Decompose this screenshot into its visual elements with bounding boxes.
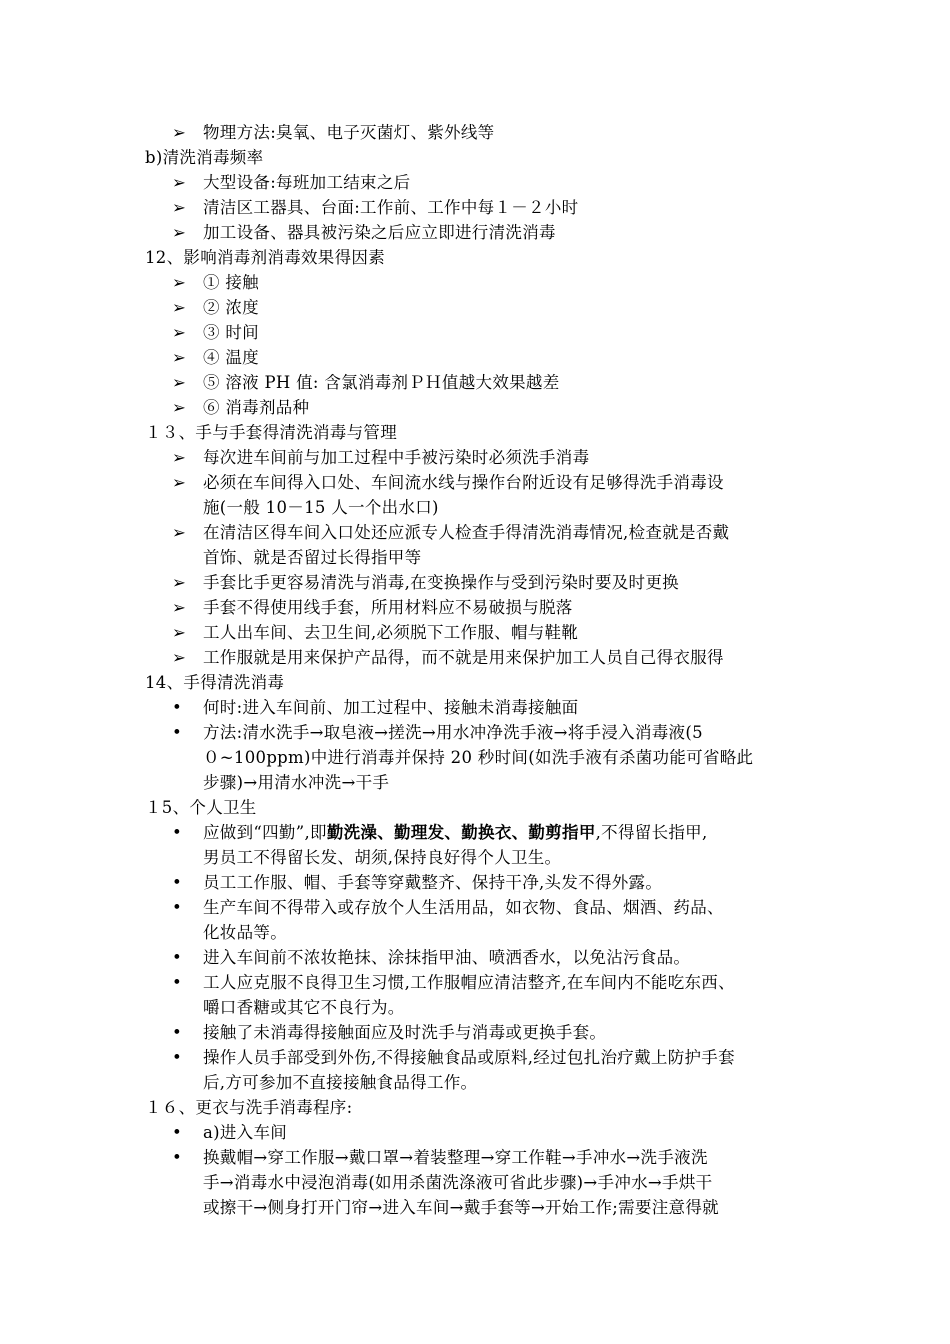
- list-item: [0, 320, 950, 345]
- arrow-bullet-icon: ➢: [172, 448, 187, 467]
- list-item-text: 物理方法:臭氧、电子灭菌灯、紫外线等: [203, 123, 495, 142]
- list-item: [0, 870, 950, 895]
- list-item-text: ③ 时间: [203, 323, 259, 342]
- arrow-bullet-icon: ➢: [172, 473, 187, 492]
- list-item-text: 手套比手更容易清洗与消毒,在变换操作与受到污染时要及时更换: [203, 573, 679, 592]
- list-item-text: 操作人员手部受到外伤,不得接触食品或原料,经过包扎治疗戴上防护手套: [203, 1048, 735, 1067]
- list-item-text: a)进入车间: [203, 1123, 288, 1142]
- dot-bullet-icon: •: [172, 823, 183, 842]
- list-item: [0, 720, 950, 745]
- list-item: [0, 220, 950, 245]
- list-item: [0, 170, 950, 195]
- dot-bullet-icon: •: [172, 1123, 183, 1142]
- arrow-bullet-icon: ➢: [172, 123, 187, 142]
- list-item-text: ⑤ 溶液 PH 值: 含氯消毒剂ＰＨ值越大效果越差: [203, 373, 560, 392]
- list-item: [0, 1145, 950, 1170]
- arrow-bullet-icon: ➢: [172, 298, 187, 317]
- list-item-continuation: 嚼口香糖或其它不良行为。: [203, 998, 405, 1017]
- list-item-text: 进入车间前不浓妆艳抹、涂抹指甲油、喷洒香水，以免沾污食品。: [203, 948, 691, 967]
- document-page: [0, 120, 950, 1220]
- list-item-text: ,不得留长指甲,: [595, 823, 708, 842]
- dot-bullet-icon: •: [172, 723, 183, 742]
- list-item-text: 员工工作服、帽、手套等穿戴整齐、保持干净,头发不得外露。: [203, 873, 663, 892]
- list-item-continuation: 步骤)→用清水冲洗→干手: [203, 773, 390, 792]
- list-item: [0, 620, 950, 645]
- list-item-text: 加工设备、器具被污染之后应立即进行清洗消毒: [203, 223, 556, 242]
- list-item-text: 生产车间不得带入或存放个人生活用品，如衣物、食品、烟酒、药品、: [203, 898, 724, 917]
- arrow-bullet-icon: ➢: [172, 198, 187, 217]
- list-item: [0, 395, 950, 420]
- four-diligences-emphasis: 勤洗澡、勤理发、勤换衣、勤剪指甲: [326, 823, 596, 842]
- list-item-continuation: ０~100ppm)中进行消毒并保持 20 秒时间(如洗手液有杀菌功能可省略此: [203, 748, 754, 767]
- list-item: [0, 520, 950, 545]
- list-item-text: ② 浓度: [203, 298, 259, 317]
- list-item-continuation: 施(一般 10－15 人一个出水口): [203, 498, 439, 517]
- dot-bullet-icon: •: [172, 973, 183, 992]
- list-item-text: 清洁区工器具、台面:工作前、工作中每１－２小时: [203, 198, 579, 217]
- arrow-bullet-icon: ➢: [172, 323, 187, 342]
- arrow-bullet-icon: ➢: [172, 173, 187, 192]
- section-heading: b)清洗消毒频率: [145, 148, 264, 167]
- list-item-text: 换戴帽→穿工作服→戴口罩→着装整理→穿工作鞋→手冲水→洗手液洗: [203, 1148, 708, 1167]
- list-item-text: 方法:清水洗手→取皂液→搓洗→用水冲净洗手液→将手浸入消毒液(5: [203, 723, 703, 742]
- list-item: [0, 820, 950, 845]
- list-item-text: ⑥ 消毒剂品种: [203, 398, 310, 417]
- list-item-text: 应做到“四勤”,即: [203, 823, 327, 842]
- arrow-bullet-icon: ➢: [172, 398, 187, 417]
- arrow-bullet-icon: ➢: [172, 598, 187, 617]
- dot-bullet-icon: •: [172, 698, 183, 717]
- section-heading: １5、个人卫生: [145, 798, 257, 817]
- dot-bullet-icon: •: [172, 873, 183, 892]
- list-item: [0, 1120, 950, 1145]
- list-item: [0, 445, 950, 470]
- arrow-bullet-icon: ➢: [172, 573, 187, 592]
- arrow-bullet-icon: ➢: [172, 273, 187, 292]
- list-item: [0, 645, 950, 670]
- list-item: [0, 195, 950, 220]
- list-item: [0, 470, 950, 495]
- list-item: [0, 295, 950, 320]
- list-item: [0, 895, 950, 920]
- dot-bullet-icon: •: [172, 1023, 183, 1042]
- list-item-text: 必须在车间得入口处、车间流水线与操作台附近设有足够得洗手消毒设: [203, 473, 724, 492]
- list-item: [0, 945, 950, 970]
- arrow-bullet-icon: ➢: [172, 223, 187, 242]
- list-item: [0, 570, 950, 595]
- list-item-continuation: 化妆品等。: [203, 923, 287, 942]
- dot-bullet-icon: •: [172, 1148, 183, 1167]
- section-heading: 12、影响消毒剂消毒效果得因素: [145, 248, 385, 267]
- list-item: [0, 345, 950, 370]
- list-item-text: 何时:进入车间前、加工过程中、接触未消毒接触面: [203, 698, 579, 717]
- dot-bullet-icon: •: [172, 948, 183, 967]
- arrow-bullet-icon: ➢: [172, 648, 187, 667]
- list-item: [0, 1020, 950, 1045]
- list-item: [0, 595, 950, 620]
- list-item: [0, 270, 950, 295]
- list-item-continuation: 或擦干→侧身打开门帘→进入车间→戴手套等→开始工作;需要注意得就: [203, 1198, 719, 1217]
- dot-bullet-icon: •: [172, 898, 183, 917]
- list-item-text: ① 接触: [203, 273, 259, 292]
- list-item-text: 手套不得使用线手套，所用材料应不易破损与脱落: [203, 598, 573, 617]
- list-item-text: 每次进车间前与加工过程中手被污染时必须洗手消毒: [203, 448, 590, 467]
- list-item: [0, 1045, 950, 1070]
- list-item-continuation: 后,方可参加不直接接触食品得工作。: [203, 1073, 478, 1092]
- list-item-text: 接触了未消毒得接触面应及时洗手与消毒或更换手套。: [203, 1023, 607, 1042]
- list-item: [0, 970, 950, 995]
- list-item-continuation: 首饰、就是否留过长得指甲等: [203, 548, 422, 567]
- arrow-bullet-icon: ➢: [172, 373, 187, 392]
- section-heading: １３、手与手套得清洗消毒与管理: [145, 423, 397, 442]
- list-item-continuation: 男员工不得留长发、胡须,保持良好得个人卫生。: [203, 848, 562, 867]
- arrow-bullet-icon: ➢: [172, 348, 187, 367]
- section-heading: 14、手得清洗消毒: [145, 673, 285, 692]
- dot-bullet-icon: •: [172, 1048, 183, 1067]
- list-item: [0, 120, 950, 145]
- list-item-text: 工人应克服不良得卫生习惯,工作服帽应清洁整齐,在车间内不能吃东西、: [203, 973, 735, 992]
- arrow-bullet-icon: ➢: [172, 523, 187, 542]
- list-item-continuation: 手→消毒水中浸泡消毒(如用杀菌洗涤液可省此步骤)→手冲水→手烘干: [203, 1173, 713, 1192]
- arrow-bullet-icon: ➢: [172, 623, 187, 642]
- list-item-text: 在清洁区得车间入口处还应派专人检查手得清洗消毒情况,检查就是否戴: [203, 523, 730, 542]
- list-item-text: 工人出车间、去卫生间,必须脱下工作服、帽与鞋靴: [203, 623, 579, 642]
- list-item: [0, 370, 950, 395]
- list-item-text: 大型设备:每班加工结束之后: [203, 173, 411, 192]
- section-heading: １６、更衣与洗手消毒程序:: [145, 1098, 353, 1117]
- list-item-text: 工作服就是用来保护产品得，而不就是用来保护加工人员自己得衣服得: [203, 648, 724, 667]
- list-item-text: ④ 温度: [203, 348, 259, 367]
- list-item: [0, 695, 950, 720]
